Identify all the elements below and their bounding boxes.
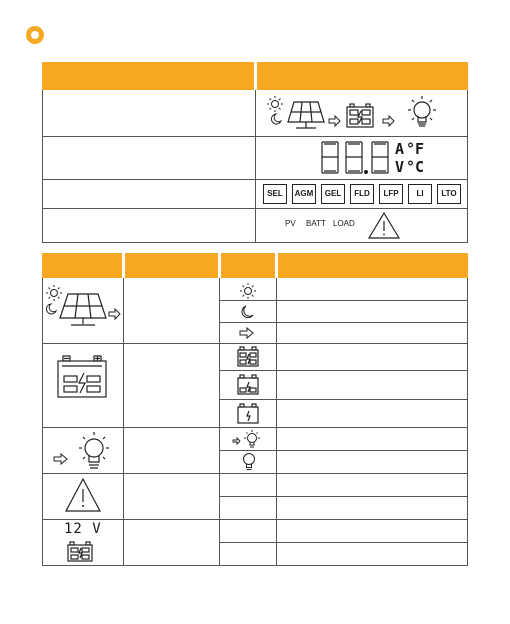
battery-type-icon: LFP [379, 184, 403, 204]
bottom-table-header-1 [42, 253, 122, 278]
bottom-table-header-2 [125, 253, 218, 278]
warning-icon [64, 476, 102, 514]
load-on-icon [232, 429, 262, 449]
moon-icon [240, 304, 256, 320]
light-bulb-icon [79, 432, 109, 468]
warning-icon [367, 211, 401, 240]
bottom-table-header-4 [278, 253, 468, 278]
pv-group-icon [44, 284, 122, 336]
arrow-icon [238, 326, 256, 340]
arrow-icon [233, 438, 240, 444]
system-voltage-label: 12 V [64, 521, 102, 537]
battery-icon [347, 104, 373, 127]
battery-type-icon: AGM [292, 184, 316, 204]
arrow-icon [329, 116, 340, 126]
unit-label-c: °C [406, 158, 425, 176]
battery-type-icon: LI [408, 184, 432, 204]
light-bulb-icon [244, 430, 260, 447]
battery-empty-icon [237, 403, 259, 425]
battery-icon [66, 540, 94, 562]
arrow-icon [109, 309, 120, 319]
battery-type-icon: LTO [437, 184, 461, 204]
status-label-batt: BATT [306, 219, 326, 228]
battery-type-icon: FLD [350, 184, 374, 204]
unit-label-a: A [395, 140, 405, 158]
lcd-digit-display [320, 139, 460, 177]
sun-icon [238, 282, 258, 300]
seven-segment-digit [322, 142, 338, 173]
unit-label-f: °F [406, 140, 425, 158]
moon-icon [271, 114, 281, 124]
load-group-icon [52, 430, 116, 472]
section-bullet-icon [26, 26, 44, 44]
unit-label-v: V [395, 158, 405, 176]
battery-type-icon: SEL [263, 184, 287, 204]
light-bulb-icon [241, 452, 257, 472]
seven-segment-digit [346, 142, 362, 173]
system-flow-icons [262, 94, 462, 134]
top-table-header-left [42, 62, 254, 90]
solar-panel-icon [288, 102, 324, 128]
bottom-table-header-3 [221, 253, 275, 278]
top-table-header-right [257, 62, 468, 90]
moon-icon [46, 304, 56, 314]
battery-group-icon [56, 354, 108, 400]
battery-full-icon [237, 346, 259, 368]
battery-half-icon [237, 374, 259, 396]
arrow-icon [383, 116, 394, 126]
status-label-pv: PV [285, 219, 296, 228]
light-bulb-icon [408, 96, 436, 126]
status-label-load: LOAD [333, 219, 355, 228]
arrow-icon [54, 454, 67, 464]
sun-icon [267, 96, 283, 112]
battery-type-icon: GEL [321, 184, 345, 204]
sun-icon [46, 285, 62, 301]
solar-panel-icon [60, 294, 106, 325]
seven-segment-digit [372, 142, 388, 173]
